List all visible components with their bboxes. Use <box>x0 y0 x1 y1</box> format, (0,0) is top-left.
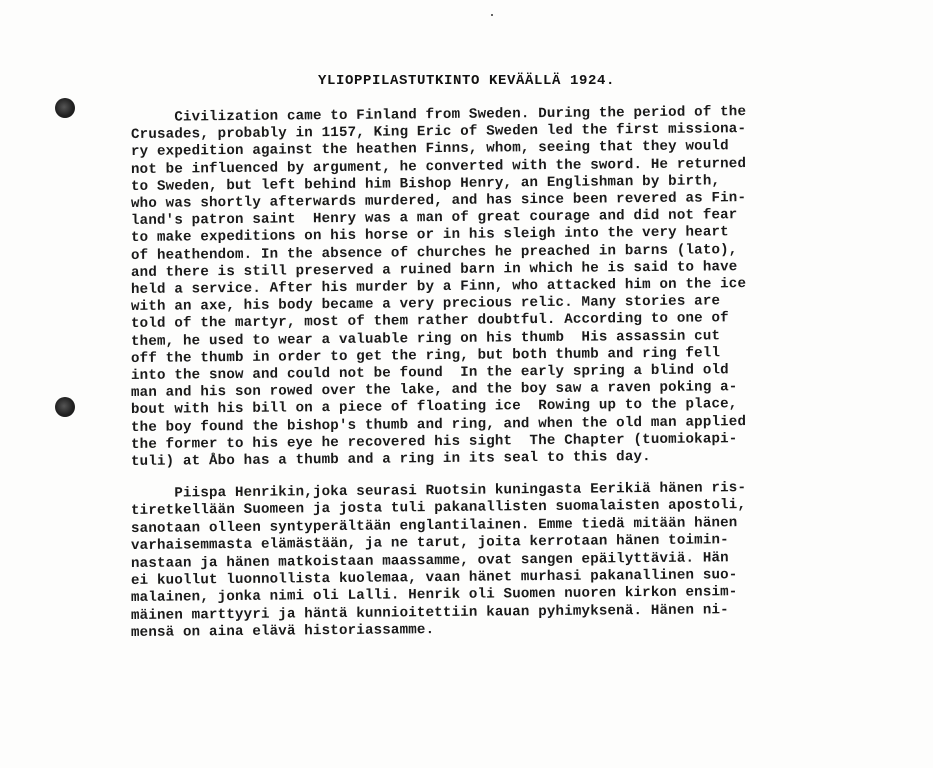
text-line: tuli) at Åbo has a thumb and a ring in its seal to this day. <box>130 449 651 470</box>
text-line: sanotaan olleen syntyperältään englantilainen. Emme tiedä mitään hänen <box>130 514 738 537</box>
text-line: mensä on aina elävä historiassamme. <box>130 622 435 642</box>
text-line: Crusades, probably in 1157, King Eric of Sweden led the first missiona- <box>130 121 747 144</box>
text-line: land's patron saint Henry was a man of great courage and did not fear <box>130 207 738 230</box>
text-line: tiretkellään Suomeen ja josta tuli pakanallisten suomalaisten apostoli, <box>130 497 747 520</box>
text-line: Civilization came to Finland from Sweden. During the period of the <box>130 104 747 126</box>
text-line: of heathendom. In the absence of churches he preached in barns (lato), <box>130 241 738 264</box>
text-line: into the snow and could not be found In the early spring a blind old <box>130 362 729 384</box>
text-line: the former to his eye he recovered his sight The Chapter (tuomiokapi- <box>130 430 738 453</box>
paper-speck <box>491 14 493 16</box>
document-title: YLIOPPILASTUTKINTO KEVÄÄLLÄ 1924. <box>317 73 616 89</box>
text-line: malainen, jonka nimi oli Lalli. Henrik oli Suomen nuoren kirkon ensim- <box>130 584 738 607</box>
text-line: them, he used to wear a valuable ring on his thumb His assassin cut <box>130 327 721 350</box>
text-line: Piispa Henrikin,joka seurasi Ruotsin kuningasta Eerikiä hänen ris- <box>130 480 747 502</box>
text-line: not be influenced by argument, he converted with the sword. He returned <box>130 155 747 178</box>
punch-hole-top <box>55 98 75 118</box>
text-line: off the thumb in order to get the ring, but both thumb and ring fell <box>130 345 721 367</box>
text-line: to Sweden, but left behind him Bishop Henry, an Englishman by birth, <box>130 173 721 195</box>
text-line: held a service. After his murder by a Finn, who attacked him on the ice <box>130 276 747 298</box>
punch-hole-middle <box>55 397 75 417</box>
text-line: the boy found the bishop's thumb and ring, and when the old man applied <box>130 413 747 436</box>
text-line: varhaisemmasta elämästään, ja ne tarut, joita kerrotaan hänen toimin- <box>130 532 729 555</box>
text-line: and there is still preserved a ruined barn in which he is said to have <box>130 258 738 281</box>
text-line: ry expedition against the heathen Finns, whom, seeing that they would <box>130 138 729 161</box>
text-line: bout with his bill on a piece of floating ice Rowing up to the place, <box>130 396 738 419</box>
text-line: nastaan ja hänen matkoistaan maassamme, ovat sangen epäilyttäviä. Hän <box>130 549 729 572</box>
text-line: ei kuollut luonnollista kuolemaa, vaan hänet murhasi pakanallinen suo- <box>130 567 738 589</box>
text-line: who was shortly afterwards murdered, and has since been revered as Fin- <box>130 190 747 212</box>
text-line: with an axe, his body became a very precious relic. Many stories are <box>130 293 721 316</box>
text-line: to make expeditions on his horse or in his sleigh into the very heart <box>130 224 729 247</box>
text-line: man and his son rowed over the lake, and the boy saw a raven poking a- <box>130 379 738 402</box>
text-line: told of the martyr, most of them rather doubtful. According to one of <box>130 310 729 333</box>
text-line: mäinen marttyyri ja häntä kunnioitettiin kauan pyhimyksenä. Hänen ni- <box>130 602 729 624</box>
